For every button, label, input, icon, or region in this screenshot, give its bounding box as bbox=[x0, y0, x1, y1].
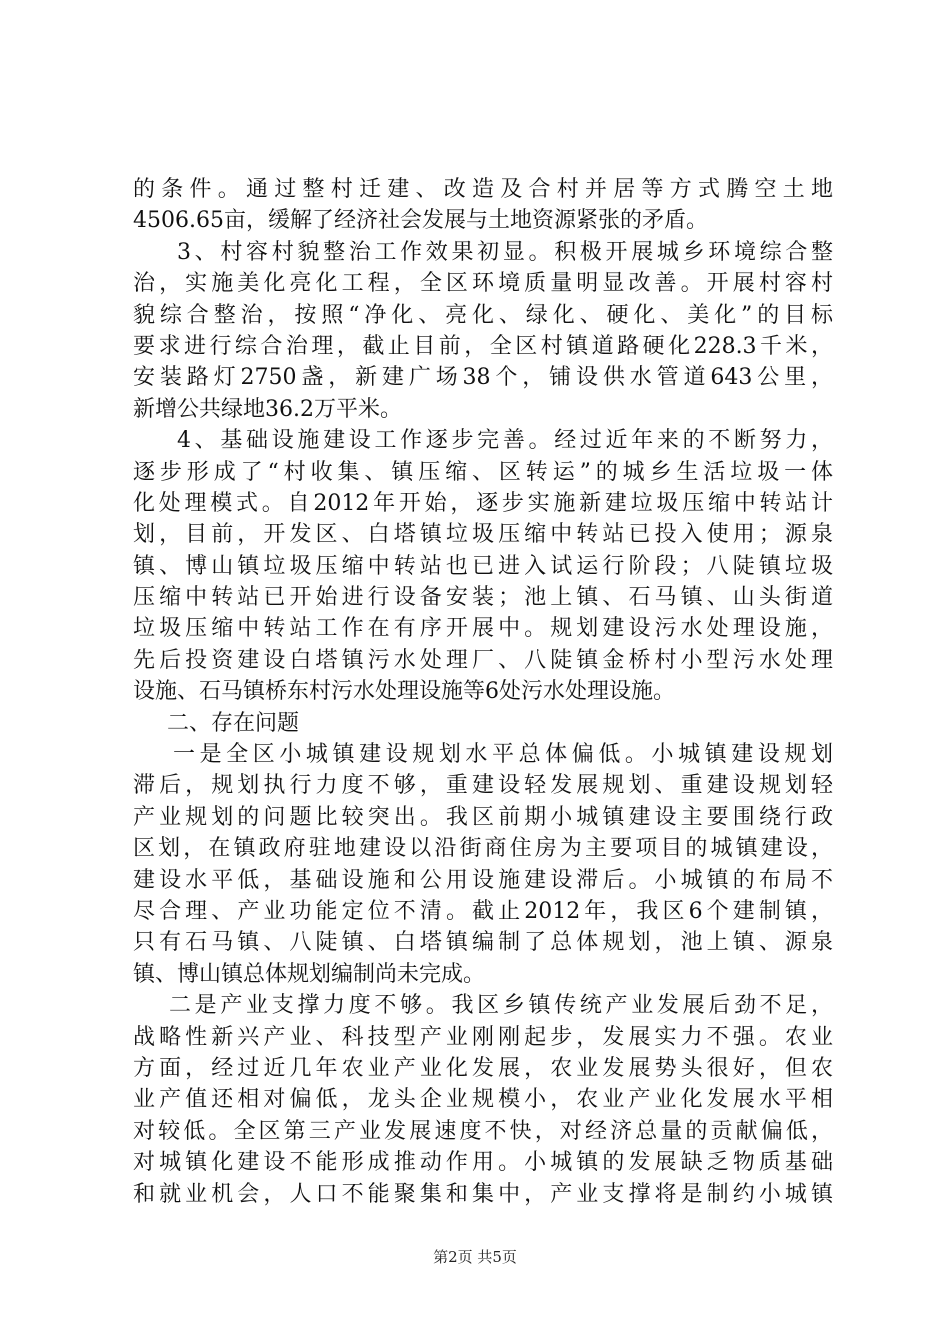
text-line: 逐步形成了“村收集、镇压缩、区转运”的城乡生活垃圾一体 bbox=[133, 459, 833, 485]
text-line: 4、基础设施建设工作逐步完善。经过近年来的不断努力， bbox=[177, 428, 833, 454]
text-line: 对城镇化建设不能形成推动作用。小城镇的发展缺乏物质基础 bbox=[133, 1150, 833, 1176]
text-line: 划，目前，开发区、白塔镇垃圾压缩中转站已投入使用；源泉 bbox=[133, 522, 833, 548]
text-line: 战略性新兴产业、科技型产业刚刚起步，发展实力不强。农业 bbox=[133, 1024, 833, 1050]
text-line: 方面，经过近几年农业产业化发展，农业发展势头很好，但农 bbox=[133, 1055, 833, 1081]
text-line: 压缩中转站已开始进行设备安装；池上镇、石马镇、山头街道 bbox=[133, 585, 833, 611]
text-line: 新增公共绿地36.2万平米。 bbox=[133, 396, 402, 422]
page-number-footer: 第2页 共5页 bbox=[433, 1248, 517, 1266]
text-line: 垃圾压缩中转站工作在有序开展中。规划建设污水处理设施， bbox=[133, 616, 833, 642]
text-line: 一是全区小城镇建设规划水平总体偏低。小城镇建设规划 bbox=[173, 742, 833, 768]
text-line: 貌综合整治，按照“净化、亮化、绿化、硬化、美化”的目标 bbox=[133, 302, 833, 328]
text-line: 区划，在镇政府驻地建设以沿街商住房为主要项目的城镇建设， bbox=[133, 836, 833, 862]
document-body bbox=[133, 174, 833, 1210]
text-line: 二、存在问题 bbox=[167, 710, 300, 736]
text-line: 4506.65亩，缓解了经济社会发展与土地资源紧张的矛盾。 bbox=[133, 208, 708, 234]
text-line: 镇、博山镇垃圾压缩中转站也已进入试运行阶段；八陡镇垃圾 bbox=[133, 553, 833, 579]
text-line: 对较低。全区第三产业发展速度不快，对经济总量的贡献偏低， bbox=[133, 1118, 833, 1144]
text-line: 安装路灯2750盏，新建广场38个，铺设供水管道643公里， bbox=[133, 365, 833, 391]
text-line: 只有石马镇、八陡镇、白塔镇编制了总体规划，池上镇、源泉 bbox=[133, 930, 833, 956]
text-line: 设施、石马镇桥东村污水处理设施等6处污水处理设施。 bbox=[133, 679, 675, 705]
text-line: 治，实施美化亮化工程，全区环境质量明显改善。开展村容村 bbox=[133, 271, 833, 297]
text-line: 二是产业支撑力度不够。我区乡镇传统产业发展后劲不足， bbox=[169, 993, 833, 1019]
text-line: 先后投资建设白塔镇污水处理厂、八陡镇金桥村小型污水处理 bbox=[133, 647, 833, 673]
text-line: 产业规划的问题比较突出。我区前期小城镇建设主要围绕行政 bbox=[133, 804, 833, 830]
text-line: 3、村容村貌整治工作效果初显。积极开展城乡环境综合整 bbox=[177, 239, 833, 265]
text-line: 的条件。通过整村迁建、改造及合村并居等方式腾空土地 bbox=[133, 177, 833, 202]
text-line: 要求进行综合治理，截止目前，全区村镇道路硬化228.3千米， bbox=[133, 333, 833, 359]
text-line: 尽合理、产业功能定位不清。截止2012年，我区6个建制镇， bbox=[133, 898, 833, 924]
text-line: 业产值还相对偏低，龙头企业规模小，农业产业化发展水平相 bbox=[133, 1087, 833, 1113]
text-line: 建设水平低，基础设施和公用设施建设滞后。小城镇的布局不 bbox=[133, 867, 833, 893]
text-line: 化处理模式。自2012年开始，逐步实施新建垃圾压缩中转站计 bbox=[133, 490, 833, 516]
text-line: 镇、博山镇总体规划编制尚未完成。 bbox=[133, 961, 486, 987]
text-line: 和就业机会，人口不能聚集和集中，产业支撑将是制约小城镇 bbox=[133, 1181, 833, 1207]
text-line: 滞后，规划执行力度不够，重建设轻发展规划、重建设规划轻 bbox=[133, 773, 833, 799]
